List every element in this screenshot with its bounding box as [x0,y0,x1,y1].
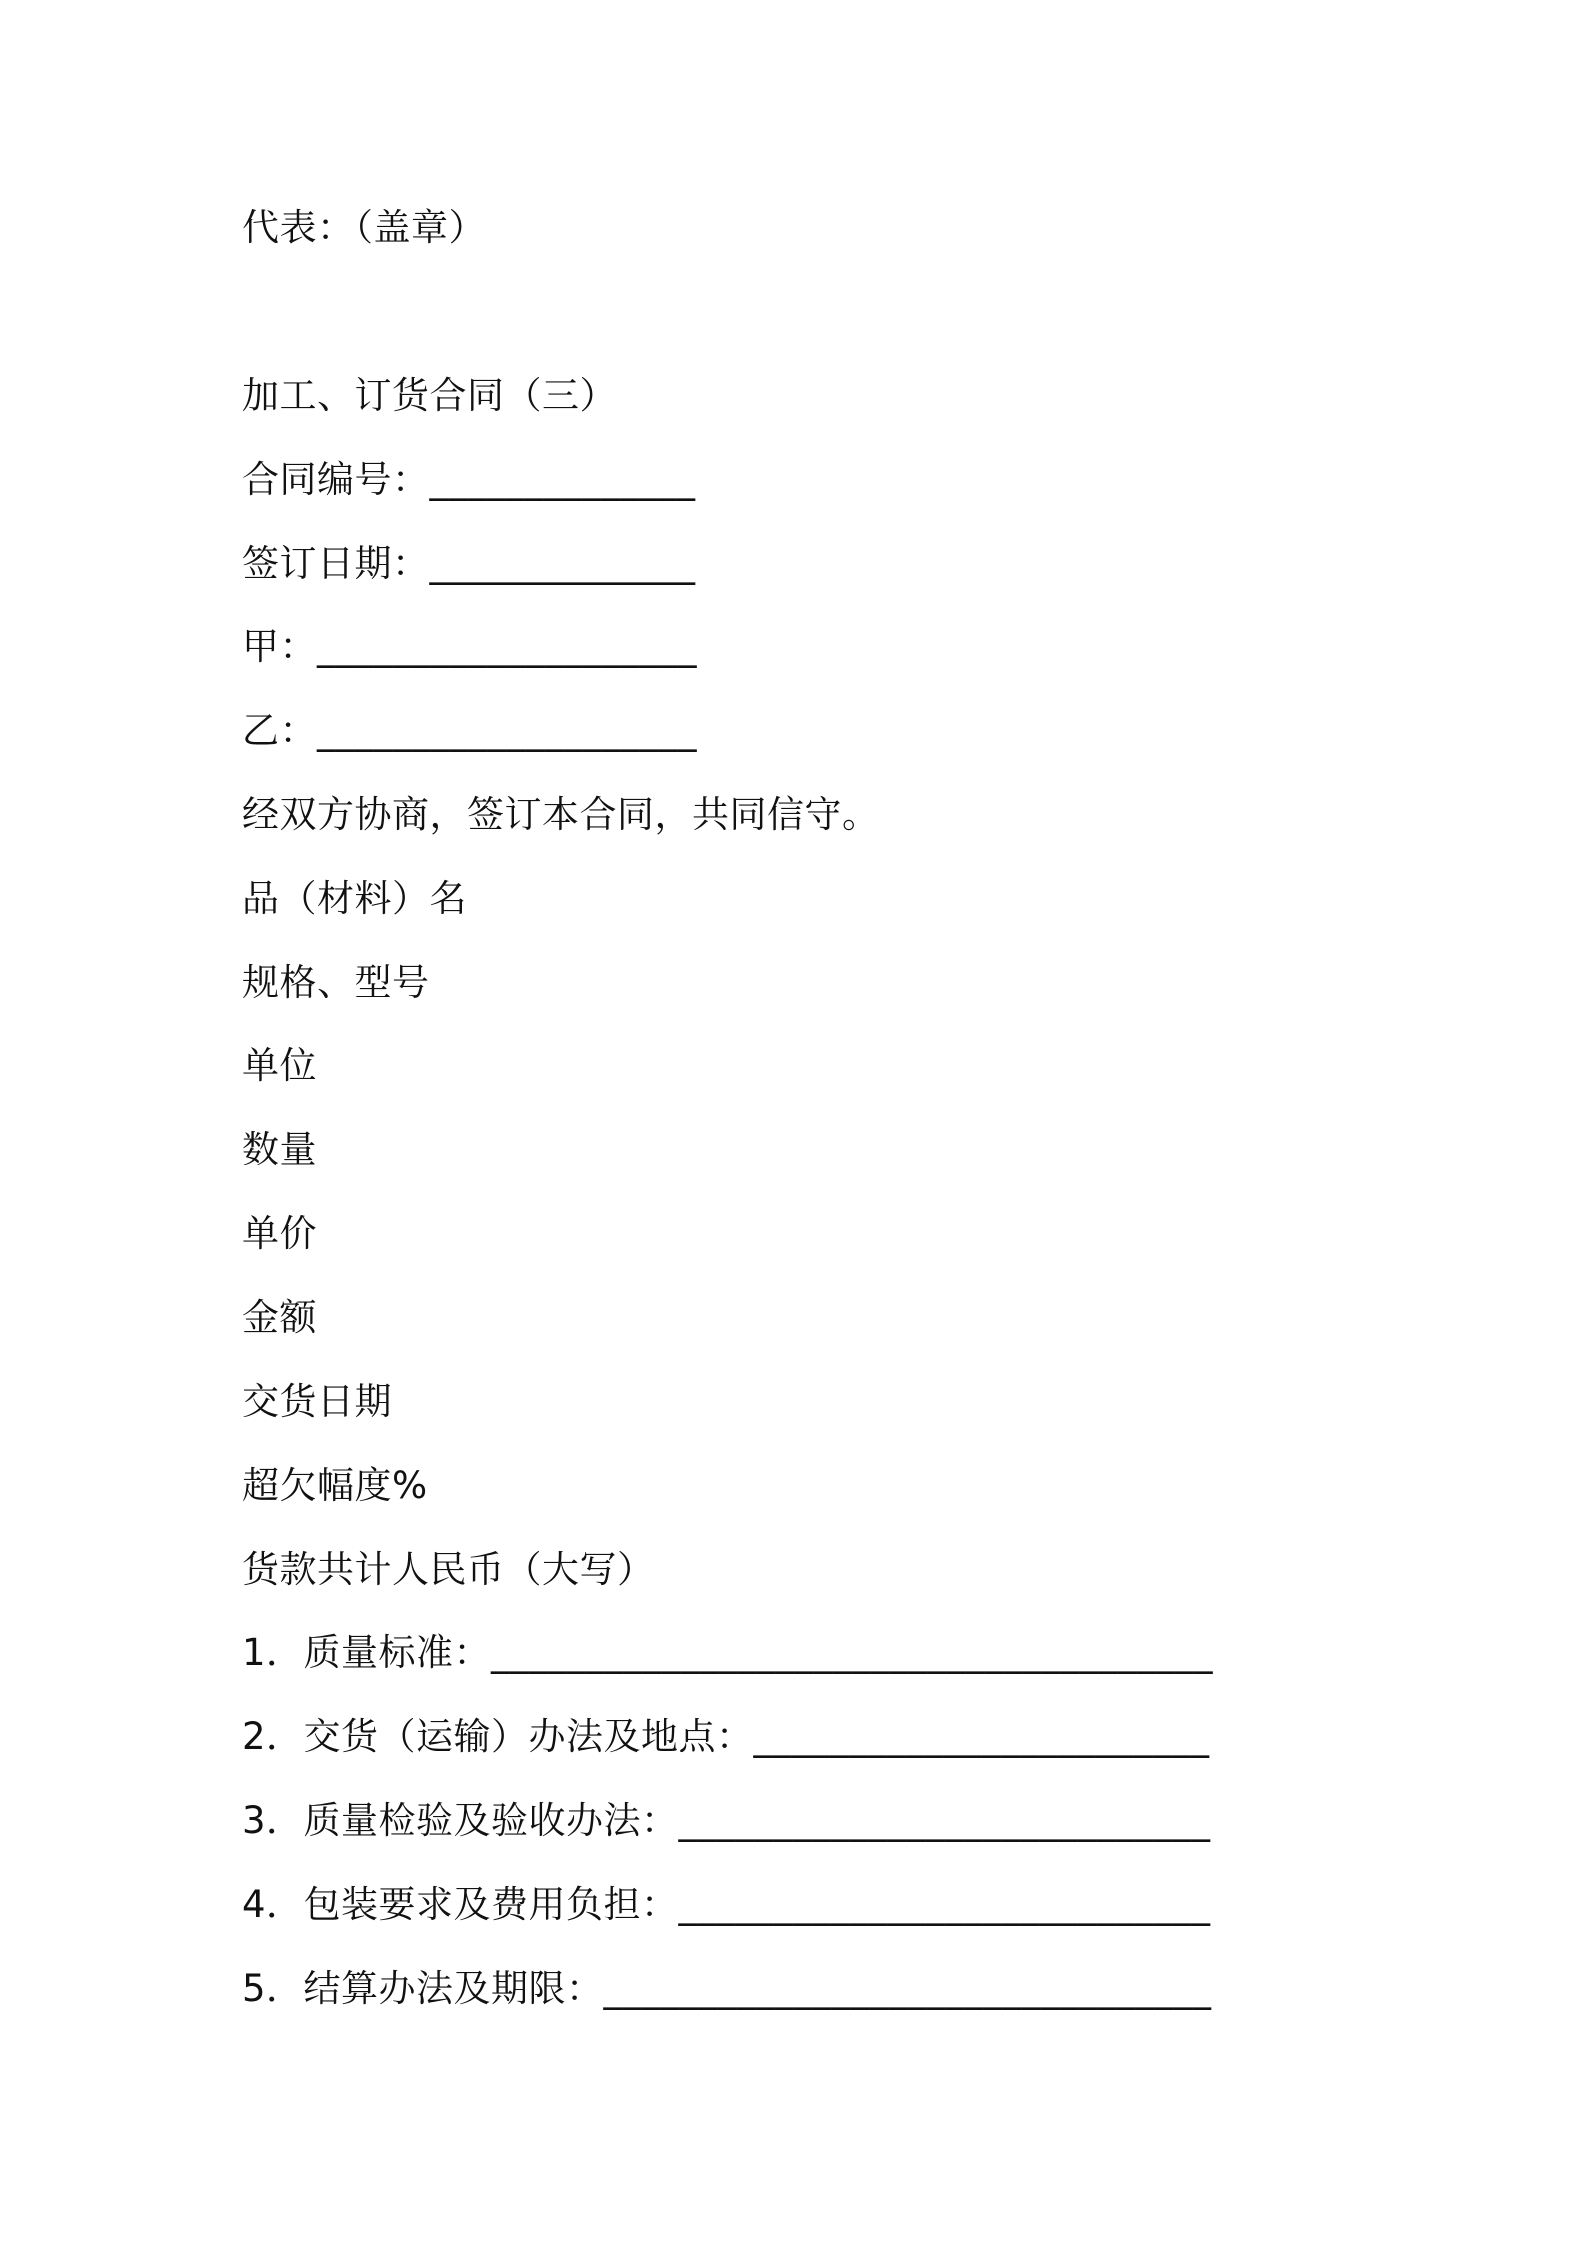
clause-2-delivery-method: 2．交货（运输）办法及地点：________________________ [242,1715,1210,1758]
item-quantity: 数量 [242,1128,317,1171]
contract-title: 加工、订货合同（三） [242,374,617,417]
party-b-field: 乙：____________________ [242,709,697,752]
item-specification-model: 规格、型号 [242,961,430,1004]
item-amount: 金额 [242,1296,317,1339]
item-material-name: 品（材料）名 [242,877,467,920]
item-tolerance-percent: 超欠幅度% [242,1464,428,1507]
total-payment-rmb: 货款共计人民币（大写） [242,1548,655,1591]
clause-5-settlement-terms: 5．结算办法及期限：________________________________ [242,1967,1212,2010]
representative-seal-line: 代表：（盖章） [242,206,486,249]
item-unit: 单位 [242,1044,317,1087]
party-a-field: 甲：____________________ [242,625,697,668]
signing-date-field: 签订日期：______________ [242,542,696,585]
item-unit-price: 单价 [242,1212,317,1255]
clause-3-inspection-method: 3．质量检验及验收办法：____________________________ [242,1799,1211,1842]
clause-4-packaging-cost: 4．包装要求及费用负担：____________________________ [242,1883,1211,1926]
contract-number-field: 合同编号：______________ [242,458,696,501]
item-delivery-date: 交货日期 [242,1380,392,1423]
clause-1-quality-standard: 1．质量标准：______________________________________ [242,1631,1214,1674]
agreement-statement: 经双方协商，签订本合同，共同信守。 [242,793,880,836]
